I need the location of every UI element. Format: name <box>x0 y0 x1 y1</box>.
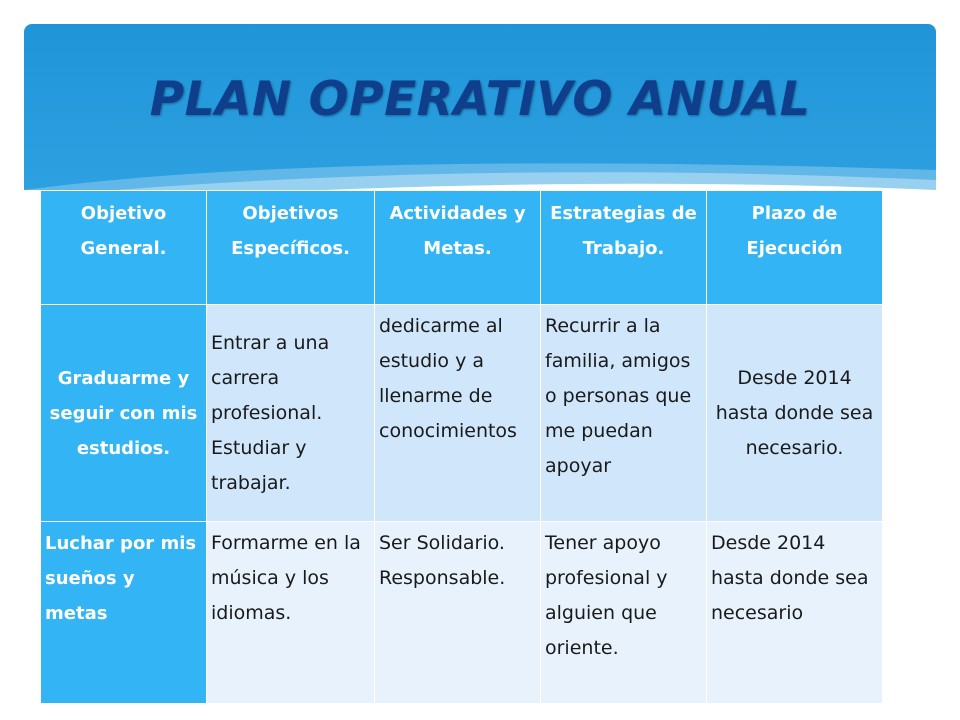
header-work-strategies: Estrategias de Trabajo. <box>541 191 707 305</box>
row2-activities: Ser Solidario. Responsable. <box>375 522 541 704</box>
row1-specific-objectives: Entrar a una carrera profesional. Estudiar y trabajar. <box>207 305 375 522</box>
table-row <box>41 305 883 522</box>
row1-activities: dedicarme al estudio y a llenarme de conocimientos <box>375 305 541 522</box>
table-header-row <box>41 191 883 305</box>
row2-specific-objectives: Formarme en la música y los idiomas. <box>207 522 375 704</box>
row1-strategies: Recurrir a la familia, amigos o personas que me puedan apoyar <box>541 305 707 522</box>
header-activities-goals: Actividades y Metas. <box>375 191 541 305</box>
header-general-objective: Objetivo General. <box>41 191 207 305</box>
row2-strategies: Tener apoyo profesional y alguien que oriente. <box>541 522 707 704</box>
row2-deadline: Desde 2014 hasta donde sea necesario <box>707 522 883 704</box>
page-title: PLAN OPERATIVO ANUAL <box>149 72 811 127</box>
header-specific-objectives: Objetivos Específicos. <box>207 191 375 305</box>
header-execution-deadline: Plazo de Ejecución <box>707 191 883 305</box>
operational-plan-table <box>40 190 883 704</box>
row1-general-objective: Graduarme y seguir con mis estudios. <box>41 305 207 522</box>
row2-general-objective: Luchar por mis sueños y metas <box>41 522 207 704</box>
row1-deadline: Desde 2014 hasta donde sea necesario. <box>707 305 883 522</box>
table-row <box>41 522 883 704</box>
